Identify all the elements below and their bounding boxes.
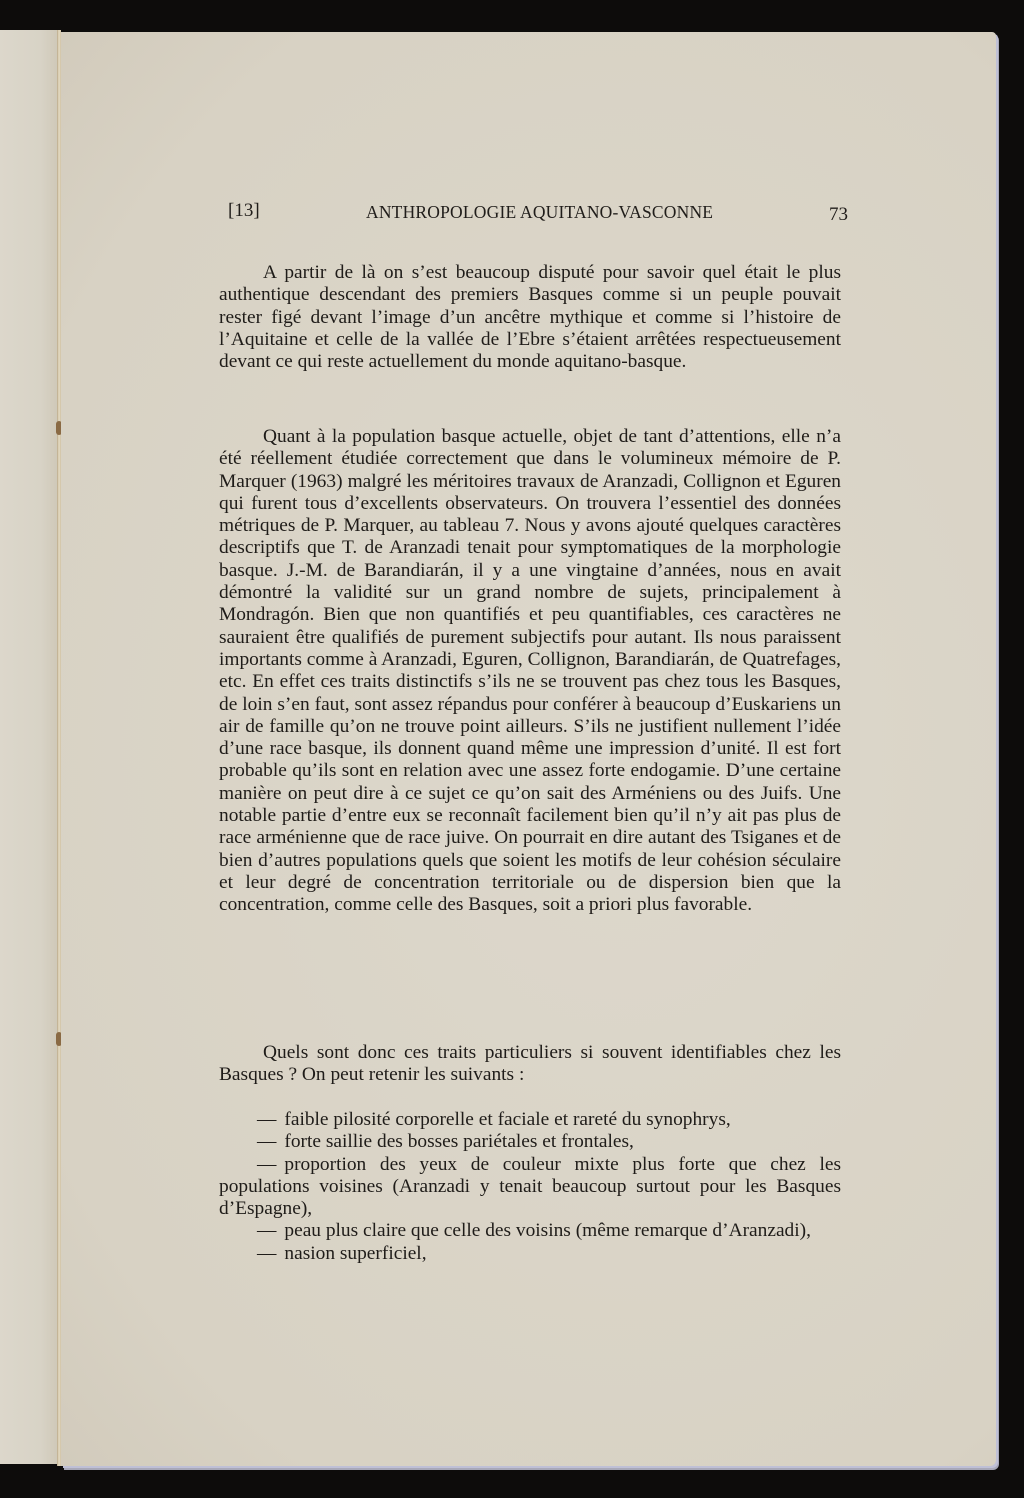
dash-marker: — (257, 1153, 277, 1175)
list-item-text: forte saillie des bosses pariétales et frontales, (284, 1131, 634, 1153)
list-item-text: peau plus claire que celle des voisins (même remarque d’Aranzadi), (284, 1220, 811, 1242)
paragraph-text: Quels sont donc ces traits particuliers si souvent identifiables chez les Basques ? On peut retenir les suivants : (219, 1042, 841, 1086)
running-head (228, 200, 848, 230)
list-item-text: nasion superficiel, (284, 1242, 427, 1264)
paragraph-1 (219, 262, 841, 373)
list-item-text: proportion des yeux de couleur mixte plus forte que chez les populations voisines (Aranzadi y tenait beaucoup surtout pour les Basques d’Espagne), (219, 1153, 841, 1220)
dash-marker: — (257, 1109, 277, 1130)
paragraph-text: Quant à la population basque actuelle, objet de tant d’attentions, elle n’a été réellement étudiée correctement que dans le volumineux mémoire de P. Marquer (1963) malgré les méritoires travaux de Aranzadi, Collignon et Eguren qui furent tous d’excellents observateurs. On trouvera l’essentiel des données métriques de P. Marquer, au tableau 7. Nous y avons ajouté quelques caractères descriptifs que T. de Aranzadi tenait pour symptomatiques de la morphologie basque. J.-M. de Barandiarán, il y a une vingtaine d’années, nous en avait démontré la validité sur un grand nombre de sujets, principalement à Mondragón. Bien que non quantifiés et peu quantifiables, ces caractères ne sauraient être qualifiés de purement subjectifs pour autant. Ils nous paraissent importants comme à Aranzadi, Eguren, Collignon, Barandiarán, de Quatrefages, etc. En effet ces traits distinctifs s’ils ne se trouvent pas chez tous les Basques, de loin s’en faut, sont assez répandus pour conférer à beaucoup d’Euskariens un air de famille qu’on ne trouve point ailleurs. S’ils ne justifient nullement l’idée d’une race basque, ils donnent quand même une impression d’unité. Il est fort probable qu’ils sont en relation avec une assez forte endogamie. D’une certaine manière on peut dire à ce sujet ce qu’on sait des Arméniens ou des Juifs. Une notable partie d’entre eux se reconnaît facilement bien qu’il n’y ait pas plus de race arménienne que de race juive. On pourrait en dire autant des Tsiganes et de bien d’autres populations quels que soient les motifs de leur cohésion séculaire et leur degré de concentration territoriale ou de dispersion bien que la concentration, comme celle des Basques, soit a priori plus favorable. (219, 426, 841, 916)
list-item (219, 1243, 841, 1265)
traits-list (219, 1109, 841, 1265)
running-title: ANTHROPOLOGIE AQUITANO-VASCONNE (366, 202, 714, 222)
dash-marker: — (257, 1131, 277, 1153)
list-item (219, 1109, 841, 1131)
list-item-text: faible pilosité corporelle et faciale et rareté du synophrys, (284, 1109, 731, 1130)
list-item (219, 1131, 841, 1153)
dash-marker: — (257, 1220, 277, 1242)
page-number: 73 (829, 204, 848, 225)
list-item (219, 1154, 841, 1221)
paragraph-3 (219, 1042, 841, 1087)
section-number: [13] (228, 200, 260, 221)
list-item (219, 1220, 841, 1242)
paragraph-text: A partir de là on s’est beaucoup disputé pour savoir quel était le plus authentique descendant des premiers Basques comme si un peuple pouvait rester figé devant l’image d’un ancêtre mythique et comme si l’histoire de l’Aquitaine et celle de la vallée de l’Ebre s’étaient arrêtées respectueusement devant ce qui reste actuellement du monde aquitano-basque. (219, 262, 841, 373)
dash-marker: — (257, 1242, 277, 1264)
paragraph-2 (219, 426, 841, 917)
facing-page-edge (0, 30, 58, 1464)
